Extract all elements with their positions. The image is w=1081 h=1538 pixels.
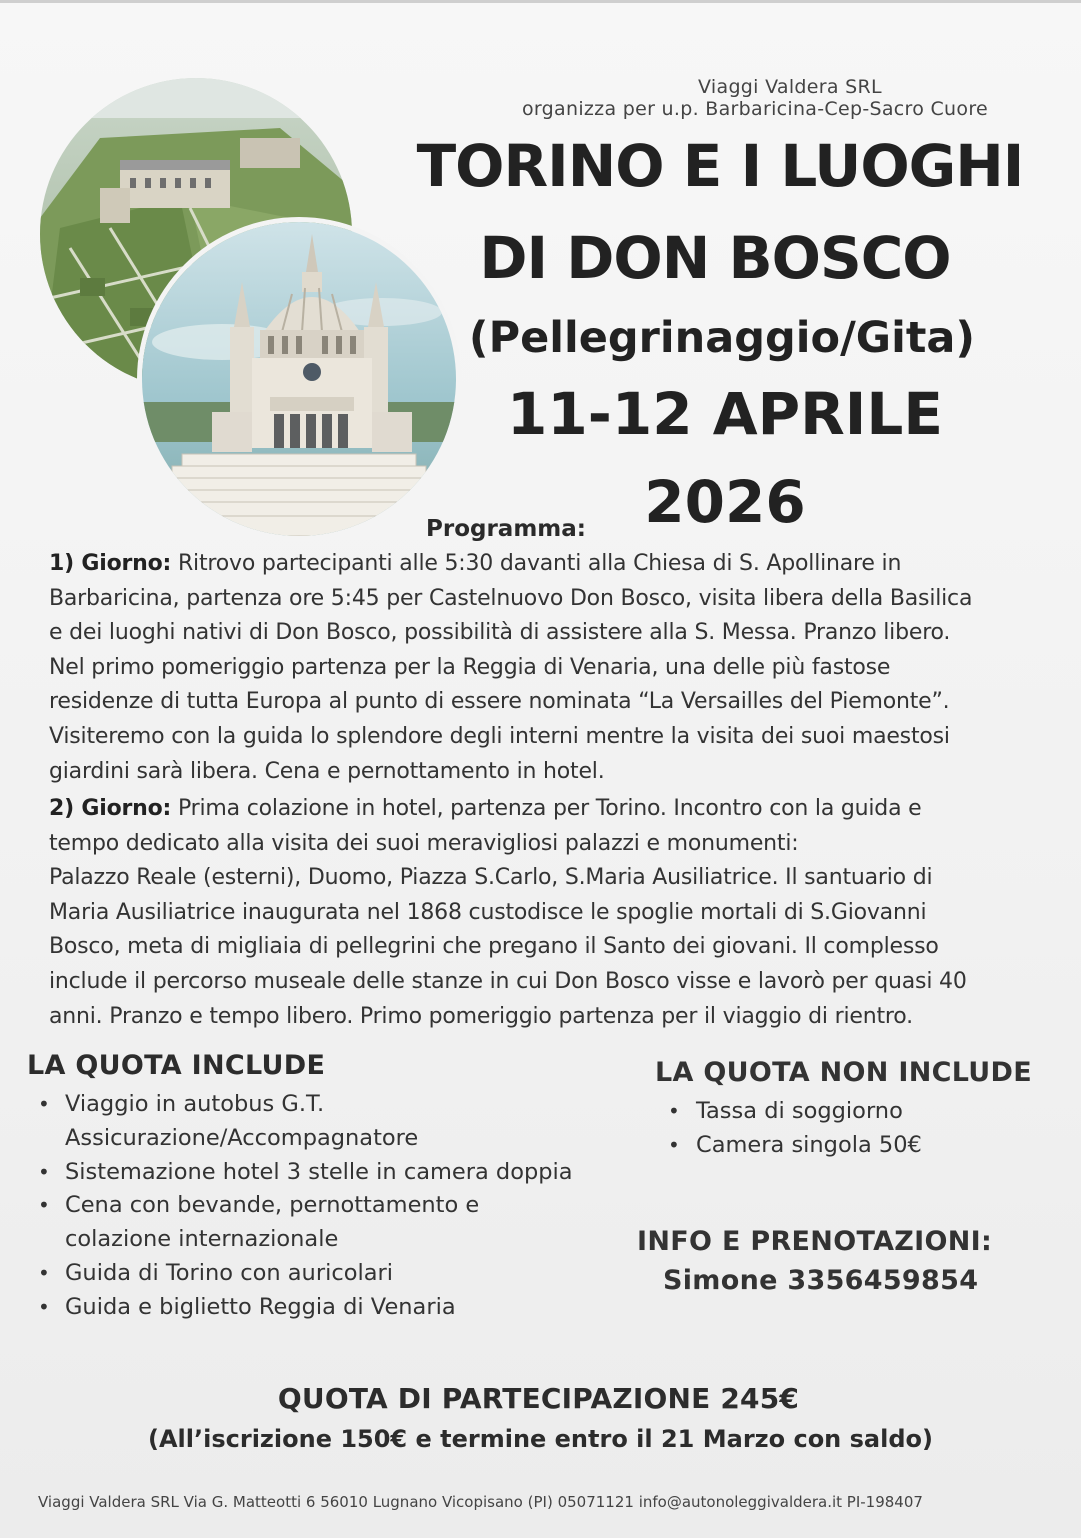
not-included-heading: LA QUOTA NON INCLUDE [655,1057,1032,1088]
info-heading: INFO E PRENOTAZIONI: [637,1226,993,1257]
include-text: • Cena con bevande, pernottamento e [65,1192,480,1219]
footer-contact: Viaggi Valdera SRL Via G. Matteotti 6 56010 Lugnano Vicopisano (PI) 05071121 info@autonoleggivaldera.it PI-198407 [38,1493,923,1511]
organizer-line: organizza per u.p. Barbaricina-Cep-Sacro Cuore [521,98,989,120]
day-1-label: 1) Giorno: [49,551,172,576]
day-2-line: include il percorso museale delle stanze in cui Don Bosco visse e lavorò per quasi 40 [49,968,967,994]
trip-year: 2026 [644,468,806,536]
not-included-list [668,1094,922,1162]
payment-note: (All’iscrizione 150€ e termine entro il 21 Marzo con saldo) [148,1425,933,1453]
day-1-line: giardini sarà libera. Cena e pernottamento in hotel. [49,758,605,784]
title-line-2: DI DON BOSCO [479,224,951,292]
list-item [38,1291,573,1325]
day-2-description [49,792,1039,1034]
day-1-description [49,547,1039,789]
include-text: • Viaggio in autobus G.T. [65,1091,325,1117]
day-2-line: Maria Ausiliatrice inaugurata nel 1868 custodisce le spoglie mortali di S.Giovanni [49,899,927,925]
trip-dates: 11-12 APRILE [507,380,943,448]
includes-list [38,1088,573,1325]
list-item [38,1088,573,1156]
day-1-line: residenze di tutta Europa al punto di essere nominata “La Versailles del Piemonte”. [49,689,950,715]
list-item: • Tassa di soggiorno [668,1094,922,1128]
price-text: QUOTA DI PARTECIPAZIONE 245€ [277,1382,800,1415]
day-1-line: e dei luoghi nativi di Don Bosco, possibilità di assistere alla S. Messa. Pranzo libero. [49,620,951,646]
list-item: • Camera singola 50€ [668,1128,922,1162]
day-2-line: Bosco, meta di migliaia di pellegrini che pregano il Santo dei giovani. Il complesso [49,934,939,960]
day-1-line: Ritrovo partecipanti alle 5:30 davanti alla Chiesa di S. Apollinare in [171,551,902,576]
include-text: colazione internazionale [65,1226,339,1253]
day-2-line: anni. Pranzo e tempo libero. Primo pomeriggio partenza per il viaggio di rientro. [49,1003,913,1029]
include-text: • Guida e biglietto Reggia di Venaria [65,1293,456,1320]
day-1-line: Nel primo pomeriggio partenza per la Reggia di Venaria, una delle più fastose [49,654,891,680]
day-1-line: Barbaricina, partenza ore 5:45 per Castelnuovo Don Bosco, visita libera della Basilica [49,585,973,611]
participation-price [0,1382,1081,1415]
title-line-1: TORINO E I LUOGHI [416,132,1024,200]
top-edge [0,0,1081,3]
day-2-line: Prima colazione in hotel, partenza per Torino. Incontro con la guida e [171,796,922,821]
day-2-line: Palazzo Reale (esterni), Duomo, Piazza S.Carlo, S.Maria Ausiliatrice. Il santuario di [49,865,933,891]
agency-name: Viaggi Valdera SRL [698,76,882,98]
day-1-line: Visiteremo con la guida lo splendore degli interni mentre la visita dei suoi maestosi [49,723,950,749]
include-text: • Guida di Torino con auricolari [65,1259,393,1286]
include-text: Assicurazione/Accompagnatore [65,1124,419,1151]
info-contact: Simone 3356459854 [663,1265,979,1296]
list-item [38,1257,573,1291]
includes-heading: LA QUOTA INCLUDE [27,1050,326,1081]
list-item [38,1156,573,1190]
programma-label: Programma: [426,516,586,542]
title-subtitle: (Pellegrinaggio/Gita) [468,313,976,363]
day-2-label: 2) Giorno: [49,796,172,821]
day-2-line: tempo dedicato alla visita dei suoi meravigliosi palazzi e monumenti: [49,830,799,856]
list-item [38,1189,573,1257]
organizer-block [460,76,1050,120]
include-text: • Sistemazione hotel 3 stelle in camera doppia [65,1158,573,1185]
